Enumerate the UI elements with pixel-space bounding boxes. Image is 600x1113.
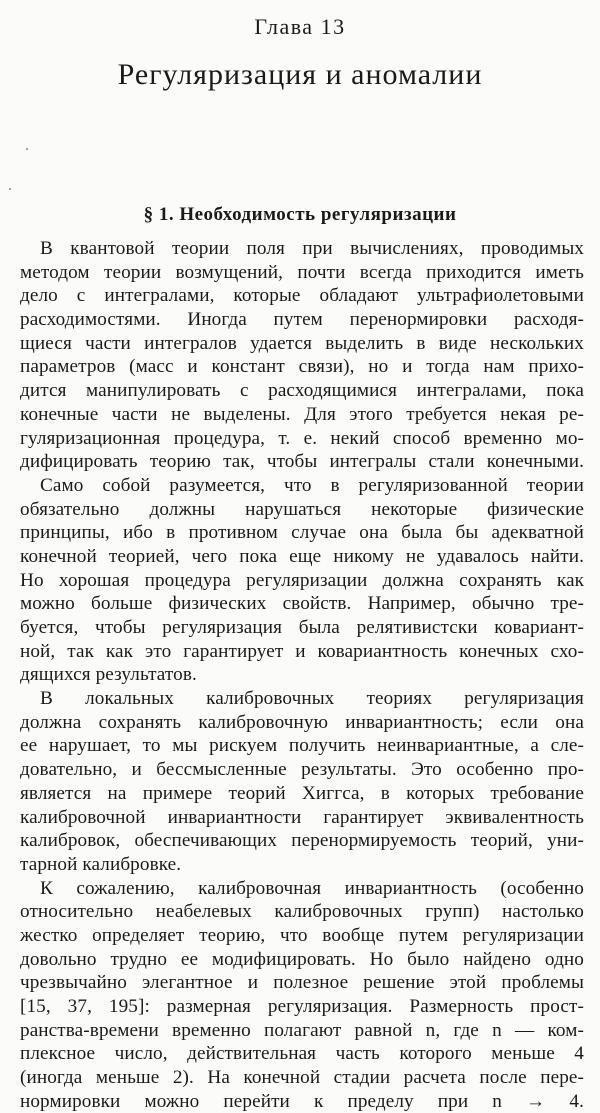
text-line: можно больше физических свойств. Например, обычно тре- <box>20 593 584 615</box>
text-line: дифицировать теорию так, чтобы интегралы стали конечными. <box>20 451 584 473</box>
text-line: ее нарушает, то мы рискуем получить неинвариантные, а сле- <box>20 735 584 757</box>
margin-speck <box>26 148 28 150</box>
text-line: гуляризационная процедура, т. е. некий способ временно мо- <box>20 427 584 449</box>
margin-speck <box>9 188 11 190</box>
text-line: довольно трудно ее модифицировать. Но было найдено одно <box>20 948 584 970</box>
text-line: дится манипулировать с расходящимися интегралами, пока <box>20 380 584 402</box>
text-line: буется, чтобы регуляризация была релятивистски ковариант- <box>20 617 584 638</box>
text-line: К сожалению, калибровочная инвариантность (особенно <box>40 877 584 899</box>
text-line: плексное число, действительная часть которого меньше 4 <box>20 1043 584 1065</box>
body-text <box>20 237 584 1113</box>
text-line: чрезвычайно элегантное и полезное решение этой проблемы <box>20 972 584 994</box>
text-line: нормировки можно перейти к пределу при n → 4. <box>20 1090 584 1112</box>
text-line: методом теории возмущений, почти всегда приходится иметь <box>20 261 584 283</box>
chapter-title: Регуляризация и аномалии <box>117 58 483 91</box>
text-line: В локальных калибровочных теориях регуляризация <box>40 688 584 710</box>
text-line: калибровок, обеспечивающих перенормируемость теорий, уни- <box>20 830 584 852</box>
text-line: (иногда меньше 2). На конечной стадии расчета после пере- <box>20 1067 584 1089</box>
text-line: расходимостями. Иногда путем перенормировки расходя- <box>20 309 584 331</box>
text-line: тарной калибровке. <box>20 853 182 875</box>
text-line: ранства-времени временно полагают равной n, где n — ком- <box>20 1019 584 1041</box>
text-line: обязательно должны нарушаться некоторые физические <box>20 498 584 520</box>
text-line: калибровочной инвариантности гарантирует эквивалентность <box>20 806 584 828</box>
text-line: является на примере теорий Хиггса, в которых требование <box>20 782 584 804</box>
text-line: ной, так как это гарантирует и ковариантность конечных схо- <box>20 640 584 662</box>
text-line: Само собой разумеется, что в регуляризованной теории <box>40 474 584 496</box>
text-line: Но хорошая процедура регуляризации должна сохранять как <box>20 569 584 591</box>
text-line: [15, 37, 195]: размерная регуляризация. Размерность прост- <box>20 996 584 1017</box>
text-line: относительно неабелевых калибровочных групп) настолько <box>20 901 584 923</box>
text-line: конечные части не выделены. Для этого требуется некая ре- <box>20 403 584 425</box>
section-heading: § 1. Необходимость регуляризации <box>143 204 457 225</box>
text-line: дящихся результатов. <box>20 664 197 686</box>
chapter-label: Глава 13 <box>254 14 346 39</box>
text-line: В квантовой теории поля при вычислениях, проводимых <box>40 238 584 259</box>
text-line: принципы, ибо в противном случае она была бы адекватной <box>20 522 584 544</box>
text-line: щиеся части интегралов удается выделить в виде нескольких <box>20 332 584 354</box>
text-line: должна сохранять калибровочную инвариантность; если она <box>20 711 584 733</box>
text-line: конечной теорией, чего пока еще никому не удавалось найти. <box>20 545 584 567</box>
text-line: жестко определяет теорию, что вообще путем регуляризации <box>20 924 584 946</box>
text-line: дело с интегралами, которые обладают ультрафиолетовыми <box>20 285 584 307</box>
text-line: довательно, и бессмысленные результаты. Это особенно про- <box>20 759 584 781</box>
text-line: параметров (масс и констант связи), но и тогда нам прихо- <box>20 356 584 378</box>
